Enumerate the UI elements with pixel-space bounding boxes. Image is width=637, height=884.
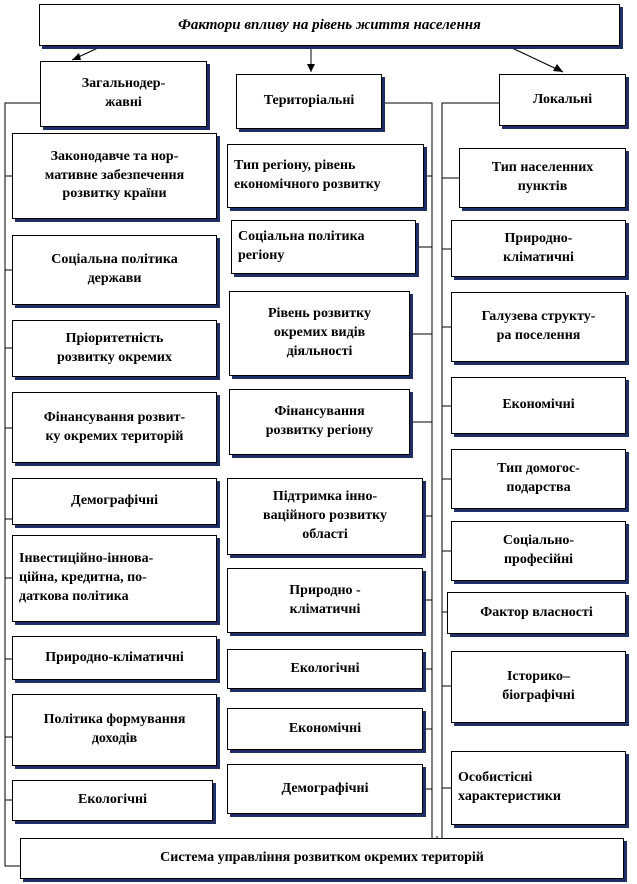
general-item-text: Екологічні bbox=[78, 792, 147, 808]
general-item-text: Природно-кліматичні bbox=[45, 649, 184, 665]
general-item bbox=[12, 535, 217, 622]
local-item-text: Соціально- професійні bbox=[502, 533, 575, 567]
header-territorial bbox=[236, 74, 382, 129]
general-item-text: Пріоритетність розвитку окремих bbox=[57, 330, 172, 365]
general-item bbox=[12, 780, 213, 821]
local-item bbox=[451, 220, 626, 277]
territorial-item-text: Демографічні bbox=[281, 780, 369, 796]
local-item bbox=[451, 651, 626, 723]
footer-text: Система управління розвитком окремих територій bbox=[160, 850, 484, 866]
arrowhead-local bbox=[553, 64, 563, 72]
general-item bbox=[12, 694, 217, 766]
diagram-title bbox=[39, 4, 620, 46]
territorial-item bbox=[227, 144, 424, 208]
general-item-text: Демографічні bbox=[71, 493, 158, 509]
general-item-text: Політика формування доходів bbox=[43, 712, 186, 746]
local-item-text: Особистісні характеристики bbox=[458, 770, 561, 804]
local-item bbox=[451, 377, 626, 434]
general-item bbox=[12, 235, 217, 305]
local-item-text: Фактор власності bbox=[480, 604, 593, 620]
local-item-text: Історико– біографічні bbox=[502, 669, 575, 703]
header-general-text: Загальнодер- жавні bbox=[81, 76, 166, 110]
territorial-item bbox=[231, 220, 416, 274]
header-local bbox=[499, 74, 626, 126]
general-item-text: Законодавче та нор- мативне забезпечення розвитку країни bbox=[44, 148, 185, 202]
territorial-item-text: Рівень розвитку окремих видів діяльності bbox=[268, 306, 371, 359]
local-item-text: Тип домогос- подарства bbox=[497, 461, 580, 495]
local-item bbox=[451, 751, 626, 825]
arrow-title-to-local bbox=[510, 47, 563, 72]
local-item-text: Природно- кліматичні bbox=[503, 230, 574, 265]
territorial-item-text: Екологічні bbox=[290, 660, 360, 676]
local-item bbox=[451, 521, 626, 581]
general-item-text: Соціальна політика держави bbox=[51, 252, 178, 286]
arrow-title-to-general bbox=[72, 47, 100, 60]
arrowhead-general bbox=[72, 53, 81, 60]
header-local-text: Локальні bbox=[532, 91, 593, 107]
territorial-item bbox=[227, 708, 423, 750]
local-item bbox=[459, 148, 626, 208]
territorial-item-text: Тип регіону, рівень економічного розвитку bbox=[234, 158, 381, 192]
territorial-item bbox=[227, 649, 423, 689]
general-item bbox=[12, 478, 217, 525]
territorial-item bbox=[227, 568, 423, 633]
general-item-text: Інвестиційно-іннова- ційна, кредитна, по- даткова політика bbox=[19, 551, 154, 604]
footer-box bbox=[20, 838, 624, 879]
header-general bbox=[40, 61, 207, 127]
territorial-item-text: Фінансування розвитку регіону bbox=[265, 404, 374, 438]
general-item bbox=[12, 636, 217, 680]
territorial-item bbox=[227, 478, 423, 555]
local-item bbox=[451, 292, 626, 362]
territorial-item-text: Підтримка інно- ваційного розвитку області bbox=[263, 489, 387, 542]
arrowhead-territorial bbox=[307, 64, 315, 72]
general-item bbox=[12, 392, 217, 463]
local-item-text: Економічні bbox=[502, 397, 575, 413]
territorial-item bbox=[229, 389, 410, 455]
territorial-item-text: Соціальна політика регіону bbox=[238, 229, 365, 263]
territorial-item-text: Економічні bbox=[288, 720, 362, 736]
territorial-item bbox=[227, 764, 423, 814]
local-item-text: Галузева структу- ра поселення bbox=[481, 309, 596, 343]
local-item bbox=[451, 449, 626, 509]
general-item bbox=[12, 320, 217, 377]
general-item bbox=[12, 133, 217, 219]
territorial-item-text: Природно - кліматичні bbox=[289, 582, 361, 617]
territorial-item bbox=[229, 291, 410, 376]
local-item-text: Тип населенних пунктів bbox=[491, 160, 594, 194]
local-item bbox=[447, 592, 626, 634]
diagram-title-text: Фактори впливу на рівень життя населення bbox=[178, 16, 481, 33]
header-territorial-text: Територіальні bbox=[263, 93, 355, 109]
general-item-text: Фінансування розвит- ку окремих територій bbox=[43, 409, 186, 444]
